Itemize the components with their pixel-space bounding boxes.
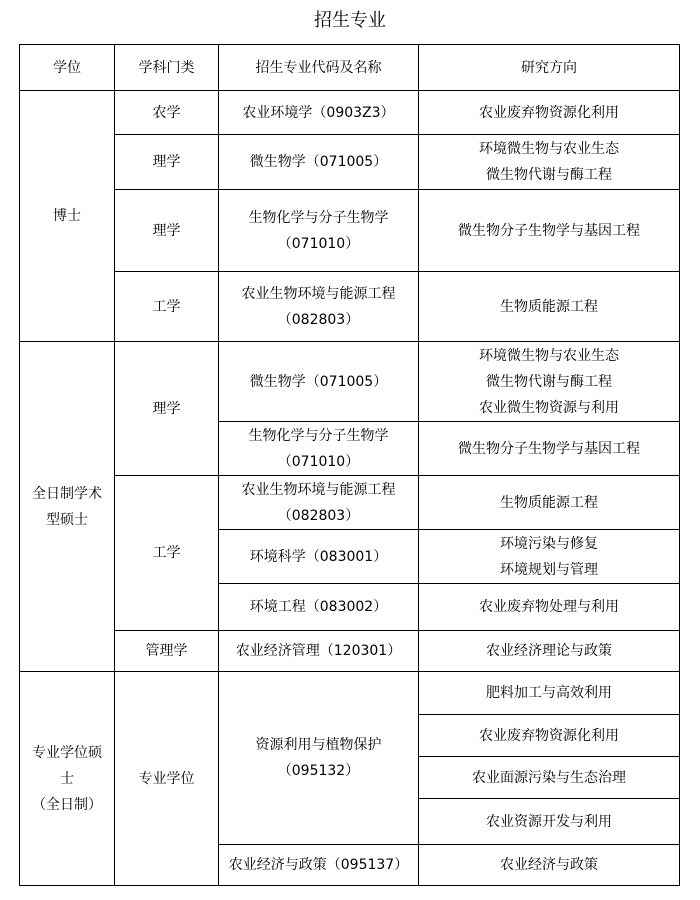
direction-cell: 农业经济理论与政策 xyxy=(419,631,680,672)
direction-cell xyxy=(419,342,680,422)
degree-academic-master xyxy=(20,342,115,672)
major-line: 生物化学与分子生物学 xyxy=(248,209,389,226)
major-line: （082803） xyxy=(277,507,360,524)
header-discipline: 学科门类 xyxy=(115,45,219,91)
degree-line: 士 xyxy=(60,770,74,787)
degree-line: （全日制） xyxy=(32,796,102,813)
table-row xyxy=(20,476,680,530)
degree-line: 专业学位硕 xyxy=(32,744,102,761)
direction-cell: 农业面源污染与生态治理 xyxy=(419,757,680,799)
direction-cell xyxy=(419,530,680,584)
discipline-cell: 农学 xyxy=(115,91,219,135)
direction-cell: 农业废弃物资源化利用 xyxy=(419,715,680,757)
major-cell xyxy=(219,422,419,476)
major-cell xyxy=(219,672,419,845)
major-cell: 微生物学（071005） xyxy=(219,342,419,422)
direction-cell: 生物质能源工程 xyxy=(419,272,680,342)
table-row xyxy=(20,672,680,715)
direction-line: 环境污染与修复 xyxy=(500,535,598,552)
degree-line: 型硕士 xyxy=(46,511,88,528)
header-degree: 学位 xyxy=(20,45,115,91)
table-row xyxy=(20,91,680,135)
header-major: 招生专业代码及名称 xyxy=(219,45,419,91)
degree-doctor: 博士 xyxy=(20,91,115,342)
major-line: （095132） xyxy=(277,763,360,779)
discipline-cell: 理学 xyxy=(115,135,219,190)
major-cell xyxy=(219,190,419,272)
direction-cell: 农业资源开发与利用 xyxy=(419,799,680,845)
direction-line: 微生物代谢与酶工程 xyxy=(486,373,612,390)
direction-cell: 生物质能源工程 xyxy=(419,476,680,530)
discipline-cell: 专业学位 xyxy=(115,672,219,886)
direction-cell: 农业经济与政策 xyxy=(419,845,680,886)
major-cell: 环境工程（083002） xyxy=(219,584,419,631)
majors-table xyxy=(19,44,680,886)
major-line: 农业生物环境与能源工程 xyxy=(241,481,396,498)
table-row xyxy=(20,272,680,342)
direction-line: 农业微生物资源与利用 xyxy=(479,399,619,416)
major-line: （082803） xyxy=(277,311,360,328)
discipline-cell: 理学 xyxy=(115,190,219,272)
header-row xyxy=(20,45,680,91)
major-line: （071010） xyxy=(277,235,360,252)
direction-cell: 农业废弃物资源化利用 xyxy=(419,91,680,135)
direction-line: 环境规划与管理 xyxy=(500,561,598,578)
discipline-cell: 工学 xyxy=(115,272,219,342)
major-line: 生物化学与分子生物学 xyxy=(248,427,389,444)
major-cell: 农业经济与政策（095137） xyxy=(219,845,419,886)
discipline-cell: 工学 xyxy=(115,476,219,631)
major-cell: 农业经济管理（120301） xyxy=(219,631,419,672)
major-line: 资源利用与植物保护 xyxy=(255,737,382,753)
discipline-cell: 管理学 xyxy=(115,631,219,672)
major-line: 农业生物环境与能源工程 xyxy=(241,285,396,302)
table-row xyxy=(20,135,680,190)
direction-cell xyxy=(419,135,680,190)
major-cell: 环境科学（083001） xyxy=(219,530,419,584)
direction-line: 环境微生物与农业生态 xyxy=(479,347,619,364)
direction-cell: 农业废弃物处理与利用 xyxy=(419,584,680,631)
page-title: 招生专业 xyxy=(314,10,386,31)
major-cell xyxy=(219,476,419,530)
direction-cell: 微生物分子生物学与基因工程 xyxy=(419,190,680,272)
direction-cell: 微生物分子生物学与基因工程 xyxy=(419,422,680,476)
table-row xyxy=(20,190,680,272)
major-cell: 微生物学（071005） xyxy=(219,135,419,190)
degree-line: 全日制学术 xyxy=(32,485,102,502)
table-row xyxy=(20,342,680,422)
degree-professional-master xyxy=(20,672,115,886)
major-cell xyxy=(219,272,419,342)
major-line: （071010） xyxy=(277,453,360,470)
header-direction: 研究方向 xyxy=(419,45,680,91)
major-cell: 农业环境学（0903Z3） xyxy=(219,91,419,135)
direction-line: 微生物代谢与酶工程 xyxy=(486,167,612,183)
discipline-cell: 理学 xyxy=(115,342,219,476)
direction-line: 环境微生物与农业生态 xyxy=(479,141,619,157)
table-row xyxy=(20,631,680,672)
direction-cell: 肥料加工与高效利用 xyxy=(419,672,680,715)
